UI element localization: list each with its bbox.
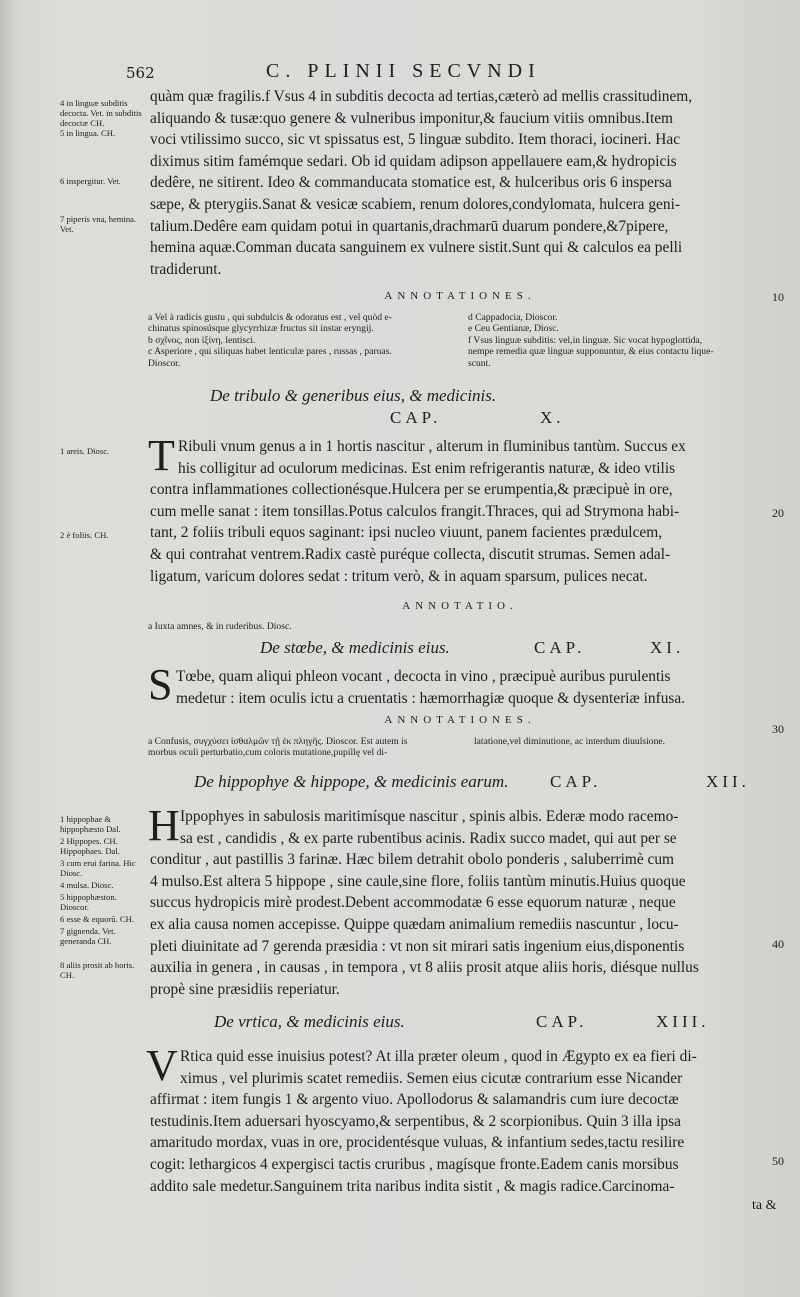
- margin-note: 2 è foliis. CH.: [60, 530, 109, 540]
- line-number: 10: [772, 290, 784, 304]
- chapter-title: De vrtica, & medicinis eius.: [214, 1012, 405, 1031]
- annotation-line: scunt.: [468, 357, 491, 369]
- chapter-title: De hippophye & hippope, & medicinis earum.: [194, 772, 509, 791]
- cap-number: XII.: [706, 772, 750, 791]
- text-line: medetur : item oculis ictu a cruentatis : hæmorrhagiæ quoque & dysenteriæ infusa.: [176, 689, 686, 707]
- cap-label: CAP.: [390, 408, 442, 427]
- text-line: dedêre, ne sitirent. Ideo & commanducata stomatice est, & hulceribus oris 6 inspersa: [150, 174, 672, 192]
- running-title: C. PLINII SECVNDI: [266, 60, 541, 82]
- text-line: auxilia in genera , in causas , in tempora , vt 8 aliis prosit atque aliis horis, diésque nullus: [150, 959, 699, 977]
- text-line: tradiderunt.: [150, 260, 222, 278]
- line-number: 50: [772, 1154, 784, 1168]
- annotation-line: a Vel à radicis gustu , qui subdulcis & odoratus est , vel quòd e-: [148, 312, 392, 323]
- text-line: sa est , candidis , & ex parte rubentibus acinis. Radix succo madet, qui aut per se: [180, 829, 677, 847]
- text-line: cogit: lethargicos 4 expergisci tactis cruribus , magísque fronte.Eadem canis morsibus: [150, 1155, 679, 1173]
- text-line: conditur , aut pastillis 3 farinæ. Hæc bilem detrahit obolo ponderis , saluberrimè cum: [150, 851, 675, 869]
- text-line: Rtica quid esse inuisius potest? At illa præter oleum , quod in Ægypto ex ea fieri di-: [180, 1048, 697, 1065]
- annotations-heading: ANNOTATIONES.: [384, 714, 536, 726]
- text-line: addito sale medetur.Sanguinem trita naribus indita sistit , & magis radice.Carcinoma-: [150, 1177, 675, 1195]
- margin-note: 7 piperis vna, hemina. Vet.: [60, 214, 137, 235]
- text-line: Tœbe, quam aliqui phleon vocant , decocta in vino , præcipuè auribus purulentis: [176, 668, 671, 685]
- text-line: voci vtilissimo succo, sic vt spissatus est, 5 linguæ subdito. Item thoraci, iocineri. Hac: [150, 131, 681, 149]
- margin-note: 8 aliis prosit ab horis. CH.: [60, 960, 135, 981]
- drop-cap: T: [148, 431, 175, 480]
- text-line: his colligitur ad oculorum medicinas. Est enim refrigerantis naturæ, & ideo vtilis: [178, 459, 676, 477]
- chapter-10-text: [148, 431, 770, 587]
- line-number: 30: [772, 722, 784, 736]
- margin-note: 4 mulsa. Diosc.: [60, 880, 114, 890]
- cap-number: X.: [540, 408, 565, 427]
- text-line: diximus sitim famémque sedari. Ob id quidam adipson appellauere eam,& hydropicis: [150, 152, 677, 170]
- line-number: 40: [772, 937, 784, 951]
- chapter-13-text: [150, 1046, 770, 1197]
- annotation-line: Dioscor.: [148, 357, 181, 369]
- text-line: amaritudo mordax, vuas in ore, procidentésque vuluas, & infantium sedes,tactu resilire: [150, 1134, 685, 1152]
- annotation-line: f Vsus linguæ subditis: vel,in linguæ. Sic vocat hypoglottida,: [468, 334, 703, 346]
- annotation-line: c Asperiore , qui siliquas habet lenticulæ pares , russas , paruas.: [148, 346, 392, 358]
- cap-number: XI.: [650, 638, 685, 657]
- text-line: 4 mulso.Est altera 5 hippope , sine caule,sine flore, foliis tantùm minutis.Huius quoque: [150, 872, 686, 890]
- chapter-10-caption: [210, 386, 770, 406]
- annotation-line: b σχῖνος, non ἰξίνη, lentisci.: [148, 334, 256, 346]
- text-line: tant, 2 foliis tribuli equos saginant: ipsi nucleo viuunt, panem facientes prædulcem,: [150, 524, 663, 542]
- annotatio-heading: ANNOTATIO.: [402, 600, 518, 612]
- text-line: Ribuli vnum genus a in 1 hortis nascitur , alterum in fluminibus tantùm. Succus ex: [178, 438, 686, 455]
- drop-cap: S: [148, 660, 173, 709]
- annotation-line: chinatus spinosúsque glycyrrhizæ fructus sit instar eryngij.: [148, 323, 374, 335]
- text-line: testudinis.Item aduersari hyoscyamo,& serpentibus, & 2 scorpionibus. Quin 3 illa ipsa: [150, 1112, 681, 1130]
- margin-note: 5 hippophæston. Dioscor.: [60, 892, 117, 913]
- text-line: contra inflammationes collectionésque.Hulcera per se erumpentia,& præcipuè in ore,: [150, 481, 673, 499]
- text-line: ligatum, varicum dolores sedat : tritum verò, & in aquam sparsum, pulices necat.: [150, 567, 648, 585]
- annotations-right-column: [468, 312, 773, 369]
- text-line: & qui contrahat ventrem.Radix castè puréque collecta, discutit strumas. Semen adal-: [150, 545, 671, 563]
- chapter-12-text: [148, 801, 770, 1000]
- annotation-line: latatione,vel diminutione, ac interdum diuulsione.: [474, 736, 666, 747]
- text-line: hemina aquæ.Comman ducata sanguinem ex vulnere sistit.Sunt qui & calculos ea pelli: [150, 239, 683, 257]
- annotations-heading: ANNOTATIONES.: [384, 290, 536, 302]
- text-line: propè sine præsidiis reperiatur.: [150, 980, 340, 998]
- cap-label: CAP.: [536, 1012, 588, 1031]
- margin-note: 4 in linguæ subditis decocta. Vet. in subditis decoctæ CH.: [60, 98, 142, 129]
- text-line: Ippophyes in sabulosis maritimísque nascitur , spinis albis. Ederæ modo racemo-: [180, 808, 679, 825]
- drop-cap: H: [148, 801, 180, 850]
- text-line: ex alia causa nomen accepisse. Quippe quædam animalium remediis nascuntur , locu-: [150, 915, 679, 933]
- margin-note: 1 areis. Diosc.: [60, 446, 110, 456]
- text-line: talium.Dedêre eam quidam potui in quartanis,drachmarū duarum pondere,&7pipere,: [150, 217, 669, 235]
- annotation-line: morbus oculi perturbatio,cum coloris mutatione,pupillę vel di-: [148, 747, 388, 759]
- text-line: ximus , vel plurimis scatet remediis. Semen eius cicutæ contrarium esse Nicander: [180, 1069, 683, 1087]
- margin-note: 7 gignenda. Vet. generanda CH.: [60, 926, 116, 947]
- chapter-title: De tribulo & generibus eius, & medicinis.: [210, 386, 497, 405]
- text-line: aliquando & tusæ:quo genere & vulneribus imponitur,& faucium vitiis omnibus.Item: [150, 109, 674, 127]
- cap-number: XIII.: [656, 1012, 710, 1031]
- annotation-line: a Confusis, συγχύσει ἰσθαλμῶν τῇ ἐκ πληγῆς. Dioscor. Est autem is: [148, 736, 408, 747]
- text-line: succus hydropicis mirè prodest.Debent accommodatæ 6 esse equorum naturæ , neque: [150, 894, 676, 912]
- cap-label: CAP.: [550, 772, 602, 791]
- margin-note: 6 inspergitur. Vet.: [60, 176, 121, 186]
- margin-note: 5 in lingua. CH.: [60, 128, 116, 138]
- annotation-line: nempe remedia quæ linguæ supponuntur, & eius contactu lique-: [468, 346, 714, 358]
- text-line: cum melle sanat : item tonsillas.Potus calculos frangit.Thraces, qui ad Strymona habi-: [150, 502, 680, 520]
- annotations-left-column: [148, 312, 453, 369]
- text-line: pleti diuinitate ad 7 gerenda præsidia : vt non sit mirari satis ingenium eius,disponentis: [150, 937, 685, 955]
- margin-note: 2 Hippopes. CH. Hippophaes. Dal.: [60, 836, 120, 857]
- text-line: affirmat : item fungis 1 & argento viuo. Apollodorus & salamandris cum iure decoctæ: [150, 1091, 679, 1109]
- annotation-line: e Ceu Gentianæ, Diosc.: [468, 323, 559, 335]
- annotation-line: d Cappadocia, Dioscor.: [468, 312, 558, 323]
- annotation-line: a Iuxta amnes, & in ruderibus. Diosc.: [148, 621, 292, 632]
- text-line: sæpe, & pterygiis.Sanat & vesicæ scabiem, renum dolores,condylomata, hulcera geni-: [150, 195, 680, 213]
- chapter-title: De stœbe, & medicinis eius.: [260, 638, 450, 657]
- annotations-left-column: [148, 736, 468, 759]
- text-line: quàm quæ fragilis.f Vsus 4 in subditis decocta ad tertias,cæterò ad mellis crassitudinem,: [150, 88, 693, 105]
- margin-note: 1 hippophae & hippophæsto Dal.: [60, 814, 121, 835]
- top-section-text: [150, 86, 770, 280]
- catchword: ta &: [752, 1198, 777, 1213]
- line-number: 20: [772, 506, 784, 520]
- drop-cap: V: [146, 1041, 178, 1090]
- cap-label: CAP.: [534, 638, 586, 657]
- margin-note: 6 esse & equorū. CH.: [60, 914, 134, 924]
- page-number: 562: [126, 64, 155, 82]
- chapter-11-text: [176, 666, 770, 709]
- margin-note: 3 cum erui farina. Hic Diosc.: [60, 858, 136, 879]
